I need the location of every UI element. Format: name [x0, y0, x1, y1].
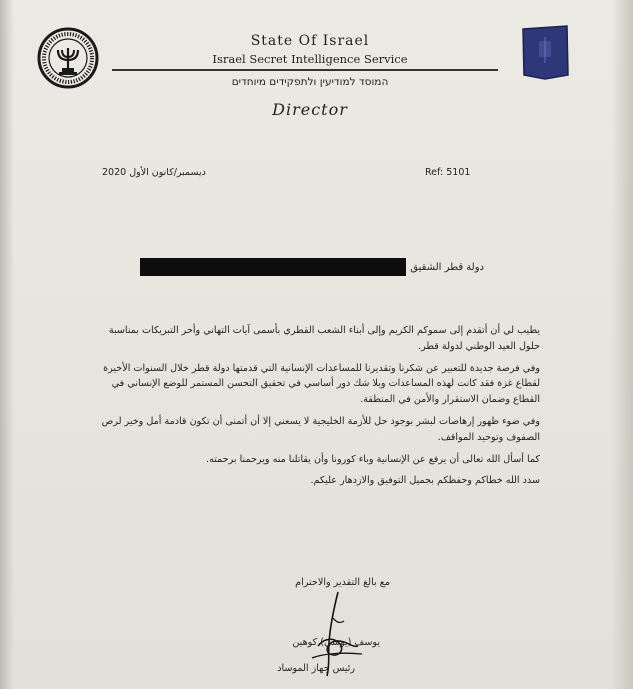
body-paragraph: سدد الله خطاكم وحفظكم بجميل التوفيق والازدهار عليكم.: [310, 475, 540, 487]
blue-emblem-flag-icon: [519, 23, 571, 81]
director-heading: Director: [272, 100, 348, 119]
menorah-seal-icon: [37, 27, 99, 89]
header-divider: [112, 69, 498, 71]
addressee-line: [140, 258, 484, 276]
addressee-text: دولة قطر الشقيق: [410, 261, 484, 273]
reference-number: Ref: 5101: [425, 167, 471, 178]
state-heading: State Of Israel: [250, 33, 370, 49]
signatory-name: يوسف (يوسي) كوهين: [292, 637, 380, 648]
closing-line: مع بالغ التقدير والاحترام: [295, 577, 390, 588]
hebrew-heading: המוסד למודיעין ולתפקידים מיוחדים: [231, 76, 389, 88]
letter-date: ديسمبر/كانون الأول 2020: [102, 167, 206, 178]
body-paragraph: وفي ضوء ظهور إرهاصات لبشر بوجود حل للأزمة الخليجية لا يسعني إلا أن أتمنى أن تكون قادمة أمل وخير لرص الصفوف وتوحيد المواقف.: [101, 415, 540, 443]
body-paragraph: يطيب لي أن أتقدم إلى سموكم الكريم وإلى أبناء الشعب القطري بأسمى آيات التهاني وأحر التبريكات بمناسبة حلول العيد الوطني لدولة قطر.: [108, 325, 540, 352]
signatory-title: رئيس جهاز الموساد: [277, 663, 355, 674]
letter-body: [92, 323, 540, 495]
body-paragraph: كما أسأل الله تعالى أن يرفع عن الإنسانية وباء كورونا وأن يقاتلنا منه ويرحمنا برحمته.: [206, 453, 540, 465]
redaction-bar: [140, 258, 406, 276]
service-heading: Israel Secret Intelligence Service: [212, 52, 408, 66]
body-paragraph: وفي فرصة جديدة للتعبير عن شكرنا وتقديرنا للمساعدات الإنسانية التي قدمتها دولة قطر خلال السنوات الأخيرة لقطاع غزة فقد كانت لهذه المساعدات وبلا شك دور أساسي في تحقيق التحسن المستمر للوضع الإنساني في القطاع وضمان الاستقرار والأمن في المنطقة.: [103, 362, 540, 406]
